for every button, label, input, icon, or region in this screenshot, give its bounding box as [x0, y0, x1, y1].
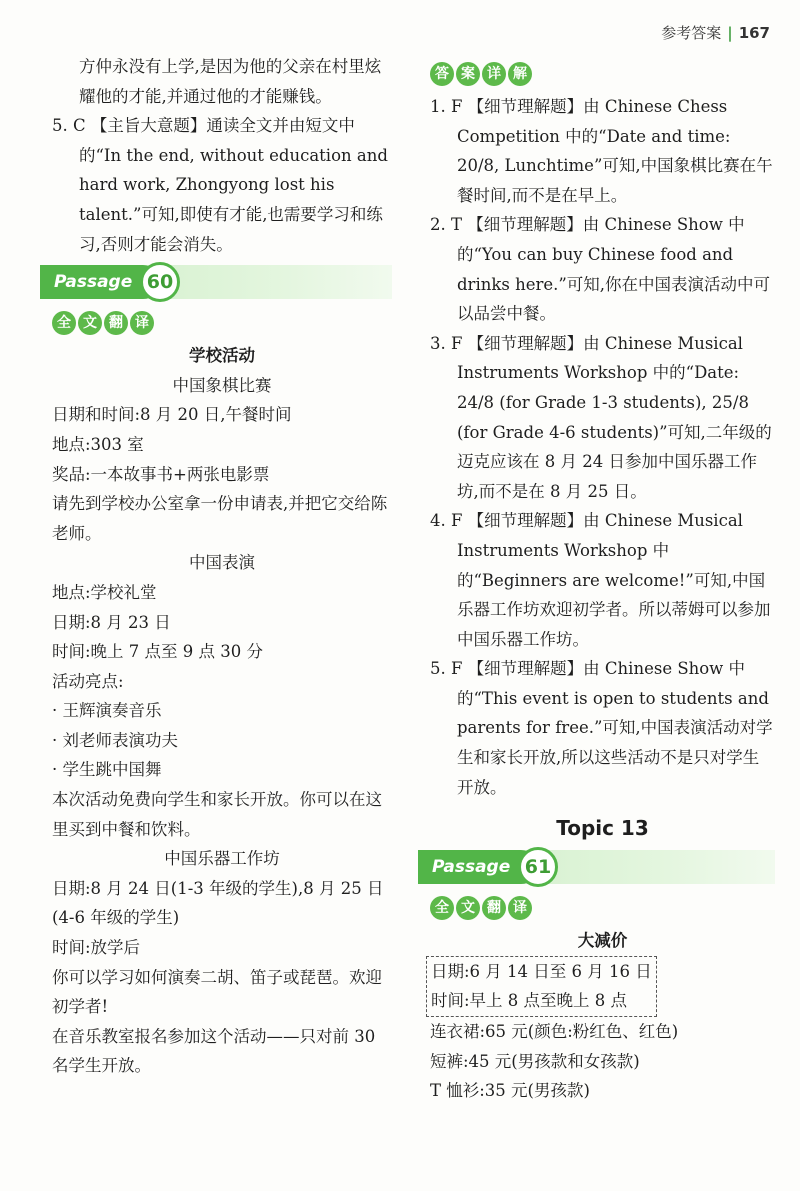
- text-line: 短裤:45 元(男孩款和女孩款): [430, 1051, 640, 1071]
- text-line: 日期和时间:8 月 20 日,午餐时间: [52, 405, 292, 425]
- text-line: 请先到学校办公室拿一份申请表,并把它交给陈老师。: [52, 494, 388, 543]
- subheading: 中国乐器工作坊: [164, 849, 280, 869]
- passage-label: Passage: [418, 850, 538, 884]
- passage-number: 60: [140, 262, 180, 302]
- answer-item-1: 1. F 【细节理解题】由 Chinese Chess Competition 中的“Date and time: 20/8, Lunchtime”可知,中国象棋比赛在午餐时间,而不是在早上。: [430, 97, 773, 205]
- answer-item-3: 3. F 【细节理解题】由 Chinese Musical Instruments Workshop 中的“Date: 24/8 (for Grade 1-3 students), 25/8 (for Grade 4-6 students)”可知,二年级的迈克应该在 8 月 24 日参加中国乐器工作坊,而不是在 8 月 25 日。: [430, 333, 772, 501]
- page-number: 167: [738, 24, 770, 42]
- passage-banner: [40, 265, 392, 299]
- answer-item-4: 4. F 【细节理解题】由 Chinese Musical Instruments Workshop 中的“Beginners are welcome!”可知,中国乐器工作坊欢迎初学者。所以蒂姆可以参加中国乐器工作坊。: [430, 511, 771, 649]
- section-tag-answers: 答 案 详 解: [430, 62, 532, 86]
- text-line: 日期:6 月 14 日至 6 月 16 日: [431, 961, 652, 981]
- answer-item-5: 5. C 【主旨大意题】通读全文并由短文中的“In the end, without education and hard work, Zhongyong lost his talent.”可知,即使有才能,也需要学习和练习,否则才能会消失。: [52, 116, 388, 254]
- text-line: 日期:8 月 24 日(1-3 年级的学生),8 月 25 日(4-6 年级的学生): [52, 878, 384, 928]
- header-divider: |: [727, 24, 733, 42]
- text-line: 日期:8 月 23 日: [52, 612, 171, 632]
- section-tag-translation: 全 文 翻 译: [52, 311, 154, 335]
- translation-title: 大减价: [577, 931, 628, 951]
- section-tag-translation: 全 文 翻 译: [430, 896, 532, 920]
- date-time-box: [426, 956, 657, 1017]
- text-line: T 恤衫:35 元(男孩款): [430, 1081, 590, 1101]
- passage-banner: [418, 850, 775, 884]
- text-line: 本次活动免费向学生和家长开放。你可以在这里买到中餐和饮料。: [52, 790, 382, 839]
- paragraph: 方仲永没有上学,是因为他的父亲在村里炫耀他的才能,并通过他的才能赚钱。: [79, 57, 382, 106]
- passage-label: Passage: [40, 265, 160, 299]
- text-line: 地点:303 室: [52, 434, 144, 454]
- text-line: 在音乐教室报名参加这个活动——只对前 30 名学生开放。: [52, 1026, 376, 1076]
- answer-item-5: 5. F 【细节理解题】由 Chinese Show 中的“This event is open to students and parents for free.”可知,中国表演活动对学生和家长开放,所以这些活动不是只对学生开放。: [430, 659, 773, 797]
- text-line: · 刘老师表演功夫: [52, 730, 178, 750]
- translation-title: 学校活动: [189, 346, 255, 366]
- text-line: · 王辉演奏音乐: [52, 701, 162, 721]
- text-line: 地点:学校礼堂: [52, 582, 157, 602]
- subheading: 中国象棋比赛: [172, 375, 272, 395]
- right-column: [430, 52, 775, 1106]
- text-line: 时间:晚上 7 点至 9 点 30 分: [52, 642, 264, 662]
- text-line: 时间:早上 8 点至晚上 8 点: [431, 991, 628, 1011]
- answer-item-2: 2. T 【细节理解题】由 Chinese Show 中的“You can buy Chinese food and drinks here.”可知,你在中国表演活动中可以品尝中餐。: [430, 215, 771, 324]
- page-header: [661, 22, 770, 43]
- text-line: 你可以学习如何演奏二胡、笛子或琵琶。欢迎初学者!: [52, 967, 382, 1017]
- text-line: 活动亮点:: [52, 671, 124, 691]
- text-line: 时间:放学后: [52, 938, 141, 958]
- header-label: 参考答案: [661, 24, 722, 42]
- text-line: 奖品:一本故事书+两张电影票: [52, 464, 270, 484]
- left-column: [52, 52, 392, 1081]
- subheading: 中国表演: [189, 553, 255, 573]
- text-line: 连衣裙:65 元(颜色:粉红色、红色): [430, 1022, 679, 1042]
- text-line: · 学生跳中国舞: [52, 760, 162, 780]
- passage-number: 61: [518, 847, 558, 887]
- topic-heading: Topic 13: [556, 816, 649, 841]
